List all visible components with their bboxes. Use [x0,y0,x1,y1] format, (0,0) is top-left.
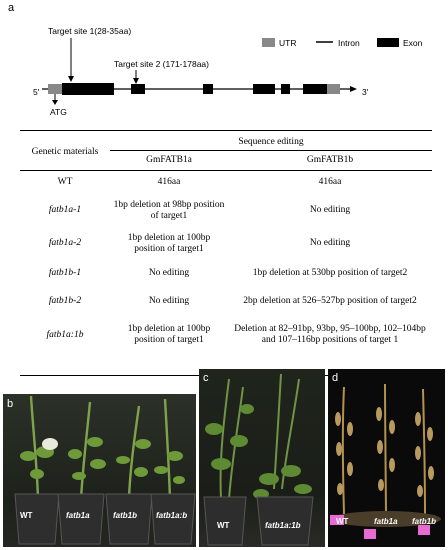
exon-2 [131,84,145,94]
five-prime-label: 5' [33,87,40,97]
panel-label-a: a [8,2,15,14]
row-name: fatb1b-2 [48,295,82,306]
row-fatb1b: 1bp deletion at 530bp position of target2 [252,268,408,278]
backbone-arrowhead [350,86,357,92]
photo-panel-b [3,394,196,547]
legend-exon-swatch [377,38,399,47]
photo-panel-d [328,369,445,547]
table-row [20,260,432,287]
exon-6 [303,84,327,94]
row-name: fatb1a-2 [48,238,82,248]
gene-structure-svg [0,0,448,125]
table-row [20,227,432,260]
row-fatb1a: 1bp deletion at 100bp position of target1 [127,324,211,345]
photo-label: WT [217,521,230,530]
row-fatb1b: 416aa [318,176,342,187]
photo-label: fatb1a [66,511,90,520]
row-fatb1a: 1bp deletion at 100bp position of target1 [127,232,211,254]
table-row [20,194,432,227]
table-row [20,170,432,194]
legend-utr-label: UTR [279,38,297,48]
row-fatb1a: No editing [148,295,190,306]
target1-arrowhead [68,76,74,82]
gmfatb1a-header: GmFATB1a [146,154,192,165]
target1-label: Target site 1(28-35aa) [48,26,132,36]
row-fatb1b: 2bp deletion at 526–527bp position of target2 [243,295,417,306]
legend-intron-label: Intron [338,38,360,48]
photo-label: fatb1b [113,511,137,520]
gmfatb1b-header: GmFATB1b [306,154,354,165]
exon-3 [203,84,213,94]
photo-label: WT [20,511,33,520]
target2-arrowhead [133,78,139,84]
three-prime-label: 3' [362,87,369,97]
table-row [20,315,432,355]
legend-utr-swatch [262,38,275,47]
panel-label-d: d [332,372,339,384]
target2-label: Target site 2 (171-178aa) [114,59,209,69]
legend-exon-label: Exon [403,38,423,48]
genetic-materials-header: Genetic materials [31,146,99,157]
panel-label-c: c [203,372,209,384]
row-fatb1a: 416aa [157,176,181,187]
row-fatb1b: Deletion at 82–91bp, 93bp, 95–100bp, 102–104bp and 107–116bp positions of target 1 [234,324,426,345]
utr-3prime [327,84,340,94]
utr-5prime [48,84,62,94]
photo-label: fatb1a:b [156,511,188,520]
row-fatb1a: 1bp deletion at 98bp position of target1 [113,199,225,221]
exon-1 [62,83,114,95]
sequence-editing-header: Sequence editing [238,136,304,147]
row-name: fatb1a-1 [48,205,82,215]
exon-5 [281,84,290,94]
row-fatb1b: No editing [309,205,351,215]
row-fatb1a: No editing [148,268,190,278]
photo-panel-c [199,369,325,547]
row-name: WT [57,176,73,187]
photo-label: fatb1a [374,517,398,526]
atg-arrowhead [52,100,58,105]
photo-label: WT [336,517,349,526]
sequence-editing-table [20,134,432,355]
soybean-plants-b-image [3,394,196,547]
table-top-rule [20,130,432,131]
atg-label: ATG [50,107,67,117]
exon-4 [253,84,275,94]
table-row [20,287,432,315]
row-name: fatb1b-1 [48,268,82,278]
photo-label: fatb1b [412,517,436,526]
row-fatb1b: No editing [309,238,351,248]
panel-label-b: b [7,398,14,410]
photo-label: fatb1a:1b [265,521,301,530]
row-name: fatb1a:1b [46,329,84,340]
